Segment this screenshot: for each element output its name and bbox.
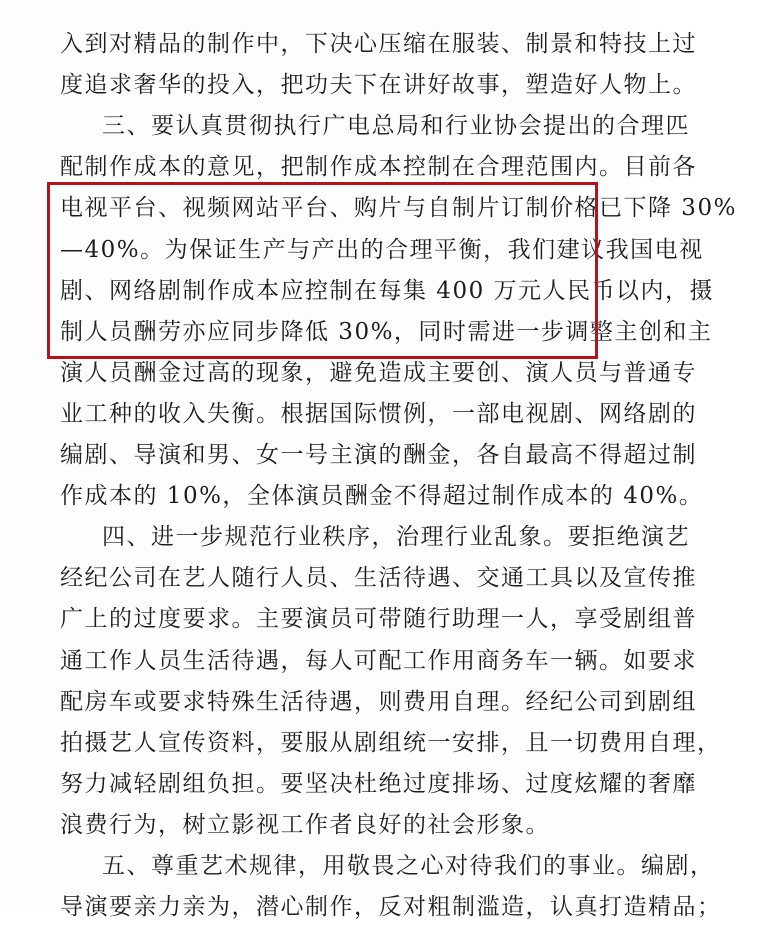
text-line-6-highlighted: —40%。为保证生产与产出的合理平衡，我们建议我国电视: [60, 236, 704, 263]
text-line-1: 入到对精品的制作中，下决心压缩在服装、制景和特技上过: [60, 31, 697, 57]
text-line-17: 配房车或要求特殊生活待遇，则费用自理。经纪公司到剧组: [60, 688, 697, 715]
text-line-21: 五、尊重艺术规律，用敬畏之心对待我们的事业。编剧，: [102, 853, 715, 879]
text-line-14: 经纪公司在艺人随行人员、生活待遇、交通工具以及宣传推: [60, 565, 697, 592]
text-line-12: 作成本的 10%，全体演员酬金不得超过制作成本的 40%。: [60, 483, 704, 510]
text-line-7-highlighted: 剧、网络剧制作成本应控制在每集 400 万元人民币以内，摄: [60, 277, 715, 304]
text-line-22: 导演要亲力亲为，潜心制作，反对粗制滥造，认真打造精品；: [60, 894, 722, 921]
text-line-20: 浪费行为，树立影视工作者良好的社会形象。: [60, 811, 550, 838]
text-line-8-highlighted: 制人员酬劳亦应同步降低 30%，同时需进一步调整主创和主: [60, 318, 713, 345]
text-line-10: 业工种的收入失衡。根据国际惯例，一部电视剧、网络剧的: [60, 400, 697, 427]
text-line-9: 演人员酬金过高的现象，避免造成主要创、演人员与普通专: [60, 359, 697, 386]
text-line-13-section-four-heading: 四、进一步规范行业秩序，治理行业乱象。要拒绝演艺: [102, 524, 690, 551]
text-line-3-section-three-heading: 三、要认真贯彻执行广电总局和行业协会提出的合理匹: [102, 113, 690, 140]
text-line-18: 拍摄艺人宣传资料，要服从剧组统一安排，且一切费用自理，: [60, 729, 722, 756]
text-line-2: 度追求奢华的投入，把功夫下在讲好故事，塑造好人物上。: [60, 72, 697, 99]
highlight-box: [47, 182, 598, 358]
text-line-5-highlighted: 电视平台、视频网站平台、购片与自制片订制价格已下降 30%: [60, 195, 737, 222]
text-line-19: 努力减轻剧组负担。要坚决杜绝过度排场、过度炫耀的奢靡: [60, 770, 697, 797]
text-line-16: 通工作人员生活待遇，每人可配工作用商务车一辆。如要求: [60, 647, 697, 674]
text-line-4: 配制作成本的意见，把制作成本控制在合理范围内。目前各: [60, 154, 697, 181]
text-line-11: 编剧、导演和男、女一号主演的酬金，各自最高不得超过制: [60, 442, 697, 468]
text-line-15: 广上的过度要求。主要演员可带随行助理一人，享受剧组普: [60, 606, 697, 633]
